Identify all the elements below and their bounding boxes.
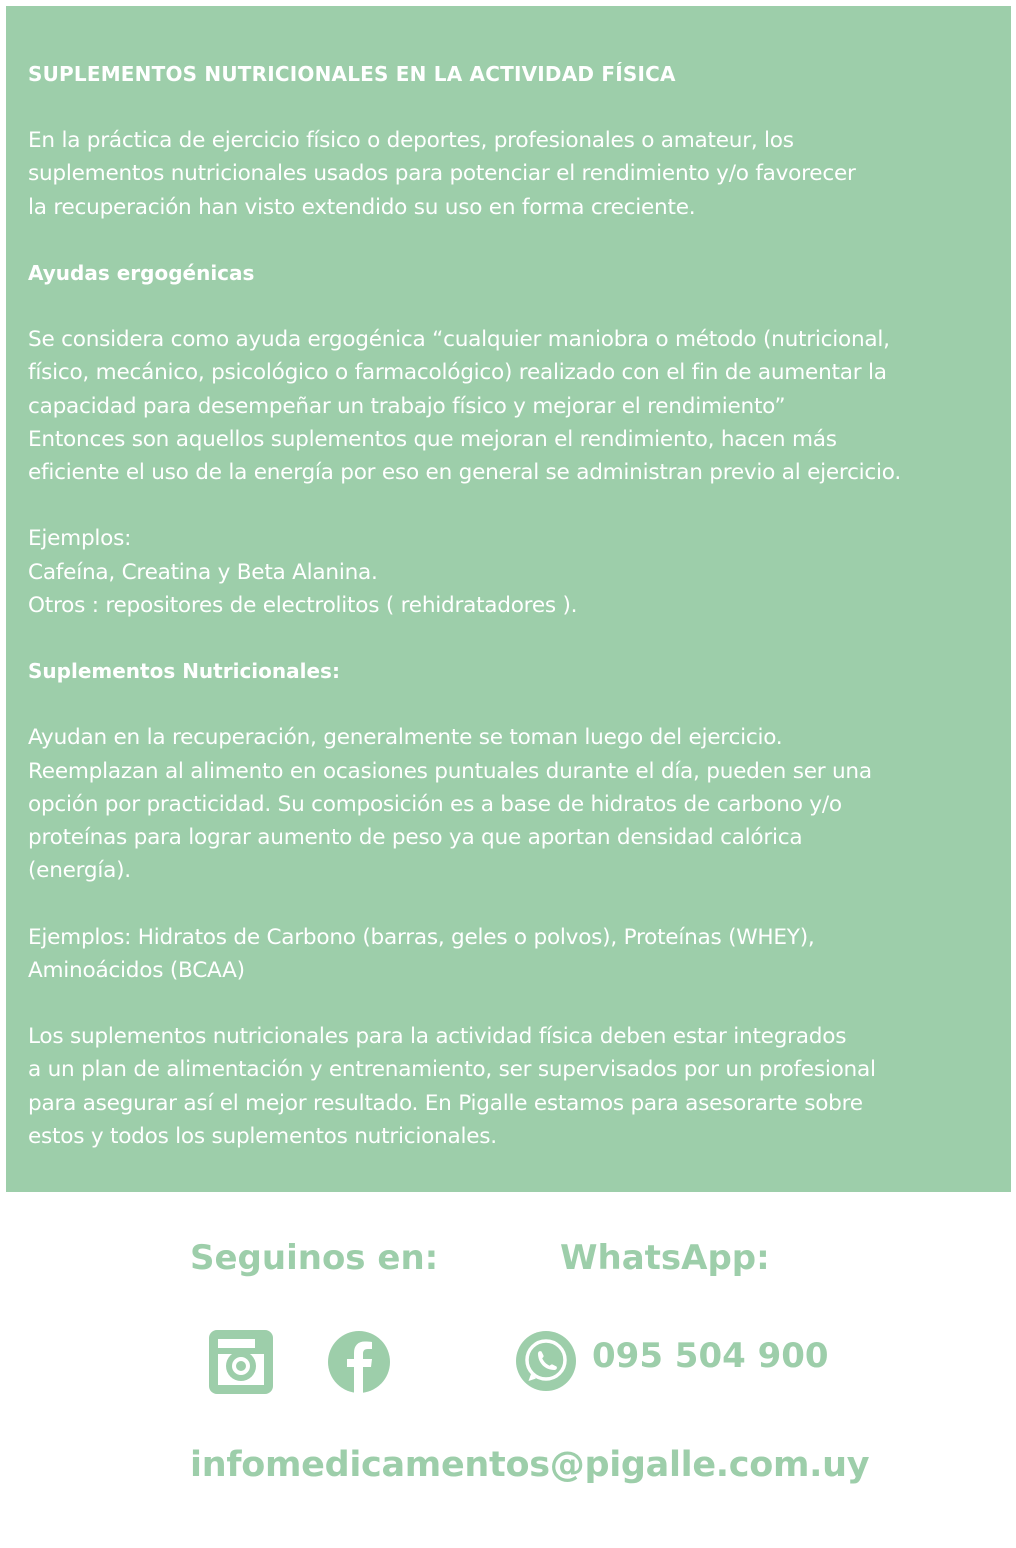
whatsapp-icon[interactable] xyxy=(515,1330,577,1396)
supplements-heading: Suplementos Nutricionales: xyxy=(28,659,340,684)
text-line: Entonces son aquellos suplementos que mejoran el rendimiento, hacen más xyxy=(28,426,837,452)
text-line: Los suplementos nutricionales para la actividad física deben estar integrados xyxy=(28,1024,847,1050)
whatsapp-number[interactable]: 095 504 900 xyxy=(592,1336,829,1376)
follow-label: Seguinos en: xyxy=(190,1238,439,1278)
text-line: físico, mecánico, psicológico o farmacológico) realizado con el fin de aumentar la xyxy=(28,360,887,386)
contact-footer xyxy=(0,1192,1016,1548)
text-line: la recuperación han visto extendido su uso en forma creciente. xyxy=(28,194,696,220)
text-line: suplementos nutricionales usados para potenciar el rendimiento y/o favorecer xyxy=(28,161,856,187)
text-line: capacidad para desempeñar un trabajo físico y mejorar el rendimiento” xyxy=(28,393,786,419)
whatsapp-label: WhatsApp: xyxy=(560,1238,770,1278)
text-line: eficiente el uso de la energía por eso en general se administran previo al ejercicio. xyxy=(28,459,902,485)
text-line: estos y todos los suplementos nutricionales. xyxy=(28,1123,497,1149)
supplements-paragraph xyxy=(28,721,1001,887)
text-line: Reemplazan al alimento en ocasiones puntuales durante el día, pueden ser una xyxy=(28,758,872,784)
facebook-icon[interactable] xyxy=(327,1330,391,1398)
text-line: proteínas para lograr aumento de peso ya que aportan densidad calórica xyxy=(28,824,803,850)
text-line: opción por practicidad. Su composición es a base de hidratos de carbono y/o xyxy=(28,791,842,817)
ergogenic-paragraph xyxy=(28,323,1001,489)
text-line: Ejemplos: Hidratos de Carbono (barras, geles o polvos), Proteínas (WHEY), xyxy=(28,924,815,950)
info-panel xyxy=(6,6,1011,1192)
contact-email[interactable]: infomedicamentos@pigalle.com.uy xyxy=(190,1445,870,1485)
text-line: a un plan de alimentación y entrenamiento, ser supervisados por un profesional xyxy=(28,1057,876,1083)
text-line: Ejemplos: xyxy=(28,526,132,552)
supplements-examples xyxy=(28,921,1001,987)
ergogenic-examples xyxy=(28,522,1001,622)
text-line: (energía). xyxy=(28,858,131,884)
instagram-icon[interactable] xyxy=(209,1330,273,1398)
text-line: Se considera como ayuda ergogénica “cualquier maniobra o método (nutricional, xyxy=(28,327,890,353)
article-title: SUPLEMENTOS NUTRICIONALES EN LA ACTIVIDAD FÍSICA xyxy=(28,62,676,86)
text-line: Ayudan en la recuperación, generalmente se toman luego del ejercicio. xyxy=(28,725,783,751)
text-line: En la práctica de ejercicio físico o deportes, profesionales o amateur, los xyxy=(28,128,794,154)
text-line: para asegurar así el mejor resultado. En Pigalle estamos para asesorarte sobre xyxy=(28,1090,863,1116)
ergogenic-heading: Ayudas ergogénicas xyxy=(28,260,255,285)
text-line: Otros : repositores de electrolitos ( rehidratadores ). xyxy=(28,592,578,618)
text-line: Cafeína, Creatina y Beta Alanina. xyxy=(28,559,378,585)
closing-paragraph xyxy=(28,1020,1001,1153)
text-line: Aminoácidos (BCAA) xyxy=(28,957,245,983)
intro-paragraph xyxy=(28,124,1001,224)
